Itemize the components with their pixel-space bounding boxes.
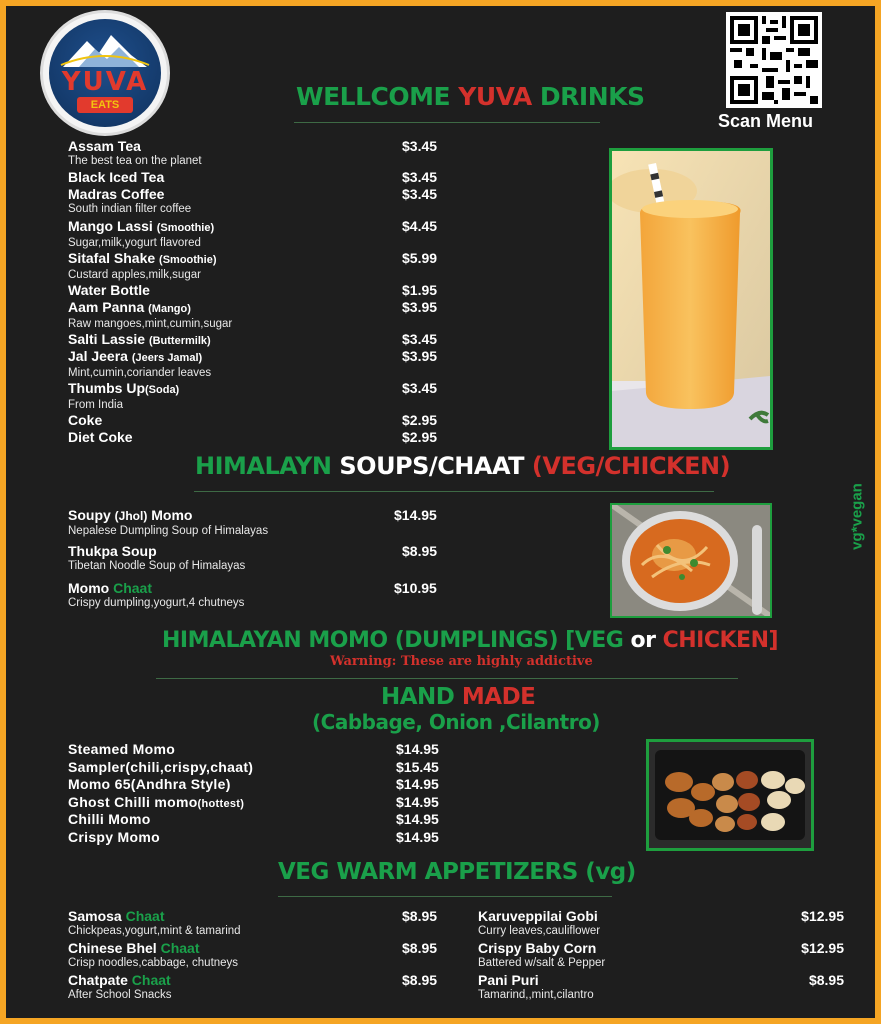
drink-item-price: $1.95 <box>402 282 438 298</box>
appetizer-name-chaat: Chaat <box>131 972 171 988</box>
drink-item-name <box>68 380 179 398</box>
momo-title-part1: HIMALAYAN MOMO (DUMPLINGS) [VEG <box>162 628 631 653</box>
mango-lassi-photo <box>609 148 773 450</box>
soup-item-3 <box>68 580 244 610</box>
drink-item <box>68 186 191 216</box>
appetizer-item-desc: Crisp noodles,cabbage, chutneys <box>68 957 239 969</box>
drink-item-name <box>68 186 191 202</box>
soup-item-1 <box>68 507 268 538</box>
appetizer-item-price: $12.95 <box>801 908 844 924</box>
drink-item-desc: Custard apples,milk,sugar <box>68 269 201 281</box>
drink-name-suffix: (Buttermilk) <box>148 335 211 347</box>
soup-item-1-name <box>68 507 268 524</box>
appetizer-name: Chinese Bhel <box>68 940 161 956</box>
drink-name-suffix: (Smoothie) <box>156 222 215 234</box>
logo-badge <box>49 19 161 127</box>
drink-item <box>68 282 150 298</box>
appetizer-item <box>478 940 605 970</box>
momo-item-price: $14.95 <box>396 776 439 792</box>
drink-name-suffix: (Soda) <box>145 384 180 396</box>
drinks-title-part2: YUVA <box>458 82 532 111</box>
momo-item-price: $14.95 <box>396 793 439 810</box>
drink-name: Mango Lassi <box>68 218 157 234</box>
soups-title-part1: HIMALAYN <box>195 452 340 480</box>
momo-title-part3: CHICKEN] <box>662 628 779 653</box>
drink-name: Assam Tea <box>68 138 141 154</box>
drink-item-name <box>68 299 232 317</box>
drink-item-price: $2.95 <box>402 412 438 428</box>
drink-name-suffix: (Jeers Jamal) <box>131 352 203 364</box>
hand-made-part2: MADE <box>461 684 536 710</box>
momo-name: Momo 65(Andhra Style) <box>68 776 231 792</box>
drink-name: Thumbs Up <box>68 380 145 396</box>
drink-item-name <box>68 331 211 349</box>
momo-name: Ghost Chilli momo <box>68 793 198 810</box>
momo-name-suffix: (hottest) <box>197 797 245 810</box>
mango-lassi-image <box>612 151 770 447</box>
drink-item-price: $3.45 <box>402 331 438 347</box>
momo-item-price: $14.95 <box>396 811 439 827</box>
momo-filling: (Cabbage, Onion ,Cilantro) <box>312 710 600 734</box>
drink-item <box>68 169 164 185</box>
soup-item-2-name: Thukpa Soup <box>68 543 157 559</box>
qr-code[interactable] <box>726 12 822 108</box>
appetizer-name-chaat: Chaat <box>160 940 200 956</box>
momo-name: Chilli Momo <box>68 811 151 827</box>
drinks-divider <box>294 122 600 123</box>
drink-item-name <box>68 218 214 236</box>
drink-item-desc: Raw mangoes,mint,cumin,sugar <box>68 318 233 330</box>
qr-icon <box>726 12 822 108</box>
appetizer-item-name: Karuveppilai Gobi <box>478 908 598 924</box>
vegan-note <box>844 468 870 568</box>
drink-name-suffix: (Mango) <box>148 303 191 315</box>
drinks-title <box>296 82 645 111</box>
drink-name: Black Iced Tea <box>68 169 165 185</box>
drinks-title-part1: WELLCOME <box>296 82 459 111</box>
appetizer-item-name: Crispy Baby Corn <box>478 940 597 956</box>
appetizer-item <box>68 908 241 938</box>
drink-item-name <box>68 429 133 445</box>
appetizer-item-price: $8.95 <box>808 972 844 988</box>
appetizer-item-price: $8.95 <box>402 908 438 924</box>
drink-item <box>68 250 217 282</box>
scan-menu-label: Scan Menu <box>718 111 814 131</box>
yuva-eats-logo <box>40 10 170 136</box>
soups-title-part3: (VEG/ <box>531 452 604 480</box>
drink-item-desc: South indian filter coffee <box>68 203 192 215</box>
momo-name: Steamed Momo <box>68 741 176 757</box>
drink-item-name <box>68 169 164 185</box>
drink-item-name <box>68 282 150 298</box>
drink-item <box>68 299 232 331</box>
soup-item-3-price: $10.95 <box>394 580 437 596</box>
hand-made-part1: HAND <box>381 684 462 710</box>
appetizer-item-name <box>68 908 241 924</box>
momo-item-name <box>68 829 160 845</box>
drink-item-name <box>68 412 102 428</box>
momo-warning: Warning: These are highly addictive <box>330 654 593 669</box>
appetizer-name: Chatpate <box>68 972 132 988</box>
momo-divider <box>156 678 738 679</box>
momo-image <box>649 742 811 848</box>
appetizer-item <box>478 972 594 1002</box>
momo-item-price: $15.45 <box>396 758 439 775</box>
drink-item <box>68 348 211 380</box>
drink-name: Madras Coffee <box>68 186 165 202</box>
appetizer-item-name: Pani Puri <box>478 972 539 988</box>
soup-1-name-c: Momo <box>147 507 193 523</box>
appetizer-item <box>478 908 600 938</box>
soups-title-part4: CHICKEN) <box>603 452 731 480</box>
momo-item-name <box>68 794 244 812</box>
drink-item-price: $3.95 <box>402 348 438 364</box>
appetizer-item-price: $8.95 <box>402 972 438 988</box>
hand-made-title <box>381 684 535 710</box>
soups-title-part2: SOUPS/CHAAT <box>339 452 532 480</box>
appetizer-item-desc: Battered w/salt & Pepper <box>478 957 606 969</box>
drink-name: Aam Panna <box>68 299 149 315</box>
drink-item <box>68 331 211 349</box>
appetizer-item-desc: Curry leaves,cauliflower <box>478 925 601 937</box>
soup-image <box>612 505 770 616</box>
soup-photo <box>610 503 772 618</box>
drink-item-name <box>68 348 211 366</box>
momo-title-part2: or <box>630 628 663 653</box>
logo-sub: EATS <box>77 97 133 113</box>
drink-name: Jal Jeera <box>68 348 132 364</box>
appetizers-title: VEG WARM APPETIZERS (vg) <box>278 859 636 885</box>
drink-item-name <box>68 138 202 154</box>
momo-item-name <box>68 811 151 827</box>
momo-item-price: $14.95 <box>396 741 439 757</box>
soup-1-name-a: Soupy <box>68 507 115 523</box>
drink-item-price: $2.95 <box>402 429 438 445</box>
appetizer-name: Samosa <box>68 908 126 924</box>
drink-item-price: $3.45 <box>402 138 438 154</box>
appetizer-item <box>68 972 172 1002</box>
soup-item-1-desc: Nepalese Dumpling Soup of Himalayas <box>68 525 269 537</box>
drinks-title-part3: DRINKS <box>531 82 645 111</box>
soup-item-3-desc: Crispy dumpling,yogurt,4 chutneys <box>68 597 245 609</box>
logo-brand: YUVA <box>61 67 149 97</box>
momo-item-name <box>68 776 231 792</box>
soups-divider <box>194 491 714 492</box>
drink-name: Salti Lassie <box>68 331 149 347</box>
drink-item-desc: Mint,cumin,coriander leaves <box>68 367 212 379</box>
menu-page <box>6 6 875 1018</box>
drink-item-price: $3.45 <box>402 186 438 202</box>
drink-item-price: $3.95 <box>402 299 438 315</box>
momo-item-name <box>68 759 253 775</box>
drink-name: Coke <box>68 412 103 428</box>
drink-item-price: $4.45 <box>402 218 438 234</box>
momo-title <box>162 628 778 653</box>
soup-item-2-price: $8.95 <box>402 543 438 559</box>
drink-item <box>68 138 202 168</box>
drink-item-price: $3.45 <box>402 169 438 185</box>
drink-item <box>68 412 102 428</box>
drink-name: Diet Coke <box>68 429 133 445</box>
appetizer-item-desc: Tamarind,,mint,cilantro <box>478 989 594 1001</box>
soup-3-name-b: Chaat <box>113 580 153 596</box>
drink-item-price: $5.99 <box>402 250 438 266</box>
momo-item-price: $14.95 <box>396 828 439 845</box>
drink-item-name <box>68 250 217 268</box>
momo-name: Sampler(chili,crispy,chaat) <box>68 758 254 775</box>
appetizer-item-price: $8.95 <box>402 940 438 956</box>
soup-3-name-a: Momo <box>68 580 114 596</box>
momo-name: Crispy Momo <box>68 828 160 845</box>
drink-item-desc: From India <box>68 399 123 411</box>
soup-item-2 <box>68 543 245 573</box>
soup-1-name-b: (Jhol) <box>114 509 148 523</box>
momo-photo <box>646 739 814 851</box>
drink-item-price: $3.45 <box>402 380 438 396</box>
appetizer-name-chaat: Chaat <box>125 908 165 924</box>
drink-name-suffix: (Smoothie) <box>159 254 217 266</box>
drink-item-desc: Sugar,milk,yogurt flavored <box>68 237 201 249</box>
appetizer-item-name <box>68 940 238 956</box>
appetizer-item-name <box>68 972 172 988</box>
drink-name: Sitafal Shake <box>68 250 160 266</box>
appetizer-item-desc: After School Snacks <box>68 989 172 1001</box>
momo-item-name <box>68 741 175 757</box>
drink-item <box>68 380 179 412</box>
vegan-note-text: vg*vegan <box>848 483 866 550</box>
appetizer-item <box>68 940 238 970</box>
drink-name: Water Bottle <box>68 282 150 298</box>
soups-title <box>195 452 730 480</box>
drink-item <box>68 429 133 445</box>
soup-item-1-price: $14.95 <box>394 507 437 523</box>
appetizer-item-desc: Chickpeas,yogurt,mint & tamarind <box>68 925 241 937</box>
appetizers-divider <box>278 896 612 897</box>
appetizer-item-price: $12.95 <box>801 940 844 956</box>
soup-item-3-name <box>68 580 244 596</box>
drink-item-desc: The best tea on the planet <box>68 155 202 167</box>
soup-item-2-desc: Tibetan Noodle Soup of Himalayas <box>68 560 246 572</box>
drink-item <box>68 218 214 250</box>
